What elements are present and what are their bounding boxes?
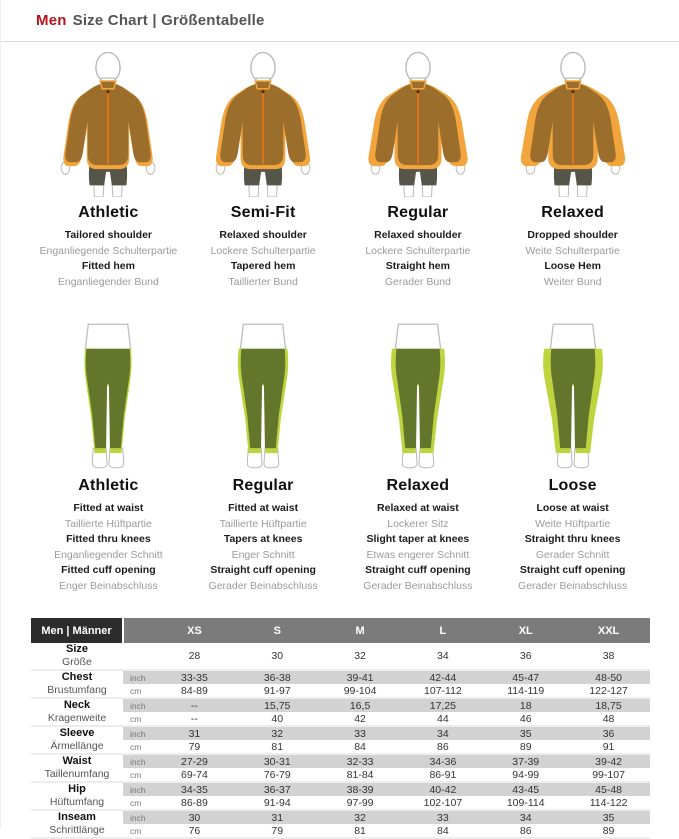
fit-title: Athletic bbox=[78, 477, 139, 494]
pants-figure-illustration bbox=[514, 322, 632, 470]
table-cell: 18,75 bbox=[567, 698, 650, 712]
table-cell: 91 bbox=[567, 740, 650, 754]
table-cell: 122-127 bbox=[567, 684, 650, 698]
fit-description-line: Fitted cuff opening bbox=[61, 564, 156, 576]
pants-figure bbox=[31, 322, 186, 470]
table-row-hip-cm bbox=[31, 796, 650, 810]
table-cell: 99-104 bbox=[319, 684, 402, 698]
table-cell: 40-42 bbox=[401, 782, 484, 796]
fit-description-line: Loose Hem bbox=[544, 260, 601, 272]
table-cell: 34 bbox=[401, 726, 484, 740]
table-row-hip-inch bbox=[31, 782, 650, 796]
pants-fit-column-regular bbox=[186, 322, 341, 594]
unit-column-header bbox=[123, 618, 153, 643]
fit-description-line: Gerader Bund bbox=[384, 275, 451, 288]
unit-cell: cm bbox=[123, 768, 153, 782]
fit-title: Regular bbox=[232, 477, 294, 494]
unit-cell: cm bbox=[123, 796, 153, 810]
size-column-header-m: M bbox=[319, 618, 402, 643]
fit-description-line: Tapered hem bbox=[230, 260, 296, 272]
fit-description-line: Gerader Beinabschluss bbox=[208, 579, 318, 592]
table-cell: 31 bbox=[236, 810, 319, 824]
fit-description bbox=[186, 228, 341, 290]
table-cell: 84-89 bbox=[153, 684, 236, 698]
fit-title: Athletic bbox=[78, 204, 139, 221]
table-row-inseam-cm bbox=[31, 824, 650, 838]
unit-cell: cm bbox=[123, 824, 153, 838]
page-title: Size Chart | Größentabelle bbox=[72, 12, 265, 29]
size-column-header-s: S bbox=[236, 618, 319, 643]
row-label: Chest Brustumfang bbox=[31, 670, 123, 698]
fit-description-line: Taillierte Hüftpartie bbox=[64, 517, 152, 530]
row-label: Size Größe bbox=[31, 643, 123, 670]
table-cell: 94-99 bbox=[484, 768, 567, 782]
table-cell: 46 bbox=[484, 712, 567, 726]
size-column-header-xxl: XXL bbox=[567, 618, 650, 643]
jacket-figure-illustration bbox=[49, 52, 167, 197]
table-row-chest-inch bbox=[31, 670, 650, 684]
jacket-figure-illustration bbox=[514, 52, 632, 197]
table-cell: 35 bbox=[484, 726, 567, 740]
table-row-sleeve-inch bbox=[31, 726, 650, 740]
fit-description-line: Fitted at waist bbox=[73, 502, 144, 514]
table-cell: 36-37 bbox=[236, 782, 319, 796]
table-cell: 45-48 bbox=[567, 782, 650, 796]
table-row-size bbox=[31, 643, 650, 670]
pants-figure bbox=[495, 322, 650, 470]
fit-description-line: Enger Beinabschluss bbox=[59, 579, 158, 592]
jacket-figure-illustration bbox=[204, 52, 322, 197]
fit-description-line: Enganliegender Bund bbox=[57, 275, 159, 288]
fit-title: Regular bbox=[387, 204, 449, 221]
fit-description-line: Dropped shoulder bbox=[527, 229, 618, 241]
pants-fit-column-relaxed bbox=[341, 322, 496, 594]
table-cell: 30 bbox=[153, 810, 236, 824]
table-cell: 48-50 bbox=[567, 670, 650, 684]
table-cell: 84 bbox=[401, 824, 484, 838]
table-cell: 27-29 bbox=[153, 754, 236, 768]
fit-description-line: Enganliegende Schulterpartie bbox=[39, 244, 178, 257]
pants-figure-illustration bbox=[49, 322, 167, 470]
jacket-fits-section bbox=[31, 52, 650, 290]
table-cell: 39-41 bbox=[319, 670, 402, 684]
table-cell: 30-31 bbox=[236, 754, 319, 768]
fit-description-line: Relaxed shoulder bbox=[219, 229, 307, 241]
jackets-figure bbox=[341, 52, 496, 197]
fit-description bbox=[31, 228, 186, 290]
table-cell: 33 bbox=[401, 810, 484, 824]
table-cell: 102-107 bbox=[401, 796, 484, 810]
fit-description-line: Slight taper at knees bbox=[366, 533, 470, 545]
table-cell: 28 bbox=[153, 643, 236, 670]
men-size-table bbox=[31, 618, 650, 839]
table-cell: 40 bbox=[236, 712, 319, 726]
table-row-sleeve-cm bbox=[31, 740, 650, 754]
table-cell: -- bbox=[153, 712, 236, 726]
fit-title: Relaxed bbox=[541, 204, 605, 221]
pants-figure-illustration bbox=[204, 322, 322, 470]
table-cell: 44 bbox=[401, 712, 484, 726]
table-cell: 81-84 bbox=[319, 768, 402, 782]
table-cell: 17,25 bbox=[401, 698, 484, 712]
table-cell: 79 bbox=[153, 740, 236, 754]
table-cell: 38 bbox=[567, 643, 650, 670]
fit-description-line: Fitted hem bbox=[81, 260, 135, 272]
table-cell: -- bbox=[153, 698, 236, 712]
fit-description-line: Tapers at knees bbox=[223, 533, 303, 545]
table-cell: 39-42 bbox=[567, 754, 650, 768]
table-cell: 35 bbox=[567, 810, 650, 824]
table-cell: 36-38 bbox=[236, 670, 319, 684]
fit-description bbox=[31, 501, 186, 594]
jackets-fit-column-regular bbox=[341, 52, 496, 290]
table-cell: 69-74 bbox=[153, 768, 236, 782]
fit-description-line: Gerader Beinabschluss bbox=[518, 579, 628, 592]
table-cell: 31 bbox=[153, 726, 236, 740]
table-row-chest-cm bbox=[31, 684, 650, 698]
table-cell: 34 bbox=[401, 643, 484, 670]
fit-description-line: Weite Schulterpartie bbox=[525, 244, 620, 257]
table-cell: 15,75 bbox=[236, 698, 319, 712]
fit-title: Relaxed bbox=[386, 477, 450, 494]
table-corner-header: Men | Männer bbox=[31, 618, 123, 643]
unit-cell: cm bbox=[123, 712, 153, 726]
jackets-figure bbox=[495, 52, 650, 197]
fit-description-line: Straight hem bbox=[385, 260, 450, 272]
unit-cell: cm bbox=[123, 684, 153, 698]
table-row-neck-inch bbox=[31, 698, 650, 712]
row-label: Hip Hüftumfang bbox=[31, 782, 123, 810]
header-men-label: Men bbox=[36, 12, 67, 29]
fit-description-line: Relaxed at waist bbox=[377, 502, 459, 514]
table-cell: 79 bbox=[236, 824, 319, 838]
table-cell: 34-36 bbox=[401, 754, 484, 768]
table-cell: 107-112 bbox=[401, 684, 484, 698]
table-cell: 16,5 bbox=[319, 698, 402, 712]
table-cell: 32 bbox=[319, 643, 402, 670]
table-cell: 109-114 bbox=[484, 796, 567, 810]
table-cell: 43-45 bbox=[484, 782, 567, 796]
fit-description-line: Lockerer Sitz bbox=[387, 517, 449, 530]
unit-cell: inch bbox=[123, 754, 153, 768]
table-cell: 32 bbox=[236, 726, 319, 740]
fit-description-line: Tailored shoulder bbox=[64, 229, 153, 241]
table-cell: 37-39 bbox=[484, 754, 567, 768]
jacket-figure-illustration bbox=[359, 52, 477, 197]
fit-description-line: Weite Hüftpartie bbox=[535, 517, 611, 530]
table-cell: 18 bbox=[484, 698, 567, 712]
table-cell: 91-94 bbox=[236, 796, 319, 810]
fit-description bbox=[341, 228, 496, 290]
table-cell: 91-97 bbox=[236, 684, 319, 698]
table-cell: 32 bbox=[319, 810, 402, 824]
table-cell: 86 bbox=[401, 740, 484, 754]
table-cell: 81 bbox=[319, 824, 402, 838]
fit-description-line: Etwas engerer Schnitt bbox=[366, 548, 470, 561]
fit-description bbox=[186, 501, 341, 594]
jackets-figure bbox=[186, 52, 341, 197]
table-row-neck-cm bbox=[31, 712, 650, 726]
fit-description-line: Relaxed shoulder bbox=[374, 229, 462, 241]
table-cell: 81 bbox=[236, 740, 319, 754]
table-cell: 30 bbox=[236, 643, 319, 670]
unit-cell: inch bbox=[123, 726, 153, 740]
jackets-figure bbox=[31, 52, 186, 197]
header-bar bbox=[1, 0, 679, 42]
fit-title: Loose bbox=[548, 477, 597, 494]
table-cell: 34 bbox=[484, 810, 567, 824]
fit-description-line: Taillierter Bund bbox=[228, 275, 298, 288]
table-cell: 36 bbox=[484, 643, 567, 670]
fit-description-line: Lockere Schulterpartie bbox=[210, 244, 316, 257]
fit-title: Semi-Fit bbox=[230, 204, 296, 221]
pants-fit-column-athletic bbox=[31, 322, 186, 594]
table-row-waist-inch bbox=[31, 754, 650, 768]
table-cell: 86 bbox=[484, 824, 567, 838]
pants-figure-illustration bbox=[359, 322, 477, 470]
fit-description-line: Lockere Schulterpartie bbox=[365, 244, 471, 257]
unit-cell: inch bbox=[123, 782, 153, 796]
table-cell: 48 bbox=[567, 712, 650, 726]
table-cell: 76 bbox=[153, 824, 236, 838]
fit-description-line: Straight cuff opening bbox=[519, 564, 626, 576]
unit-cell: cm bbox=[123, 740, 153, 754]
fit-description-line: Enganliegender Schnitt bbox=[54, 548, 163, 561]
table-cell: 42 bbox=[319, 712, 402, 726]
unit-cell: inch bbox=[123, 670, 153, 684]
fit-description-line: Enger Schnitt bbox=[231, 548, 295, 561]
jackets-fit-column-semi-fit bbox=[186, 52, 341, 290]
table-cell: 84 bbox=[319, 740, 402, 754]
fit-description-line: Gerader Beinabschluss bbox=[363, 579, 473, 592]
size-column-header-xl: XL bbox=[484, 618, 567, 643]
table-cell: 99-107 bbox=[567, 768, 650, 782]
fit-description-line: Loose at waist bbox=[536, 502, 609, 514]
pants-figure bbox=[186, 322, 341, 470]
fit-description-line: Fitted at waist bbox=[228, 502, 299, 514]
table-cell: 89 bbox=[567, 824, 650, 838]
fit-description-line: Straight cuff opening bbox=[365, 564, 471, 576]
fit-description-line: Gerader Schnitt bbox=[535, 548, 610, 561]
table-row-inseam-inch bbox=[31, 810, 650, 824]
table-cell: 89 bbox=[484, 740, 567, 754]
table-cell: 86-91 bbox=[401, 768, 484, 782]
fit-description-line: Straight thru knees bbox=[524, 533, 621, 545]
table-cell: 45-47 bbox=[484, 670, 567, 684]
unit-cell bbox=[123, 643, 153, 670]
row-label: Sleeve Ärmellänge bbox=[31, 726, 123, 754]
fit-description bbox=[495, 501, 650, 594]
pants-figure bbox=[341, 322, 496, 470]
fit-description bbox=[495, 228, 650, 290]
table-cell: 38-39 bbox=[319, 782, 402, 796]
table-cell: 114-122 bbox=[567, 796, 650, 810]
table-cell: 97-99 bbox=[319, 796, 402, 810]
row-label: Inseam Schrittlänge bbox=[31, 810, 123, 838]
fit-description-line: Straight cuff opening bbox=[210, 564, 316, 576]
table-row-waist-cm bbox=[31, 768, 650, 782]
fit-description-line: Fitted thru knees bbox=[66, 533, 151, 545]
fit-description-line: Weiter Bund bbox=[543, 275, 602, 288]
jackets-fit-column-relaxed bbox=[495, 52, 650, 290]
unit-cell: inch bbox=[123, 810, 153, 824]
table-cell: 34-35 bbox=[153, 782, 236, 796]
fit-description bbox=[341, 501, 496, 594]
table-cell: 42-44 bbox=[401, 670, 484, 684]
size-column-header-xs: XS bbox=[153, 618, 236, 643]
pants-fits-section bbox=[31, 322, 650, 594]
size-column-header-l: L bbox=[401, 618, 484, 643]
table-cell: 36 bbox=[567, 726, 650, 740]
table-cell: 76-79 bbox=[236, 768, 319, 782]
fit-description-line: Taillierte Hüftpartie bbox=[219, 517, 307, 530]
unit-cell: inch bbox=[123, 698, 153, 712]
table-cell: 33-35 bbox=[153, 670, 236, 684]
row-label: Waist Taillenumfang bbox=[31, 754, 123, 782]
pants-fit-column-loose bbox=[495, 322, 650, 594]
table-header-row bbox=[31, 618, 650, 643]
table-cell: 114-119 bbox=[484, 684, 567, 698]
table-cell: 32-33 bbox=[319, 754, 402, 768]
row-label: Neck Kragenweite bbox=[31, 698, 123, 726]
table-cell: 33 bbox=[319, 726, 402, 740]
table-cell: 86-89 bbox=[153, 796, 236, 810]
jackets-fit-column-athletic bbox=[31, 52, 186, 290]
